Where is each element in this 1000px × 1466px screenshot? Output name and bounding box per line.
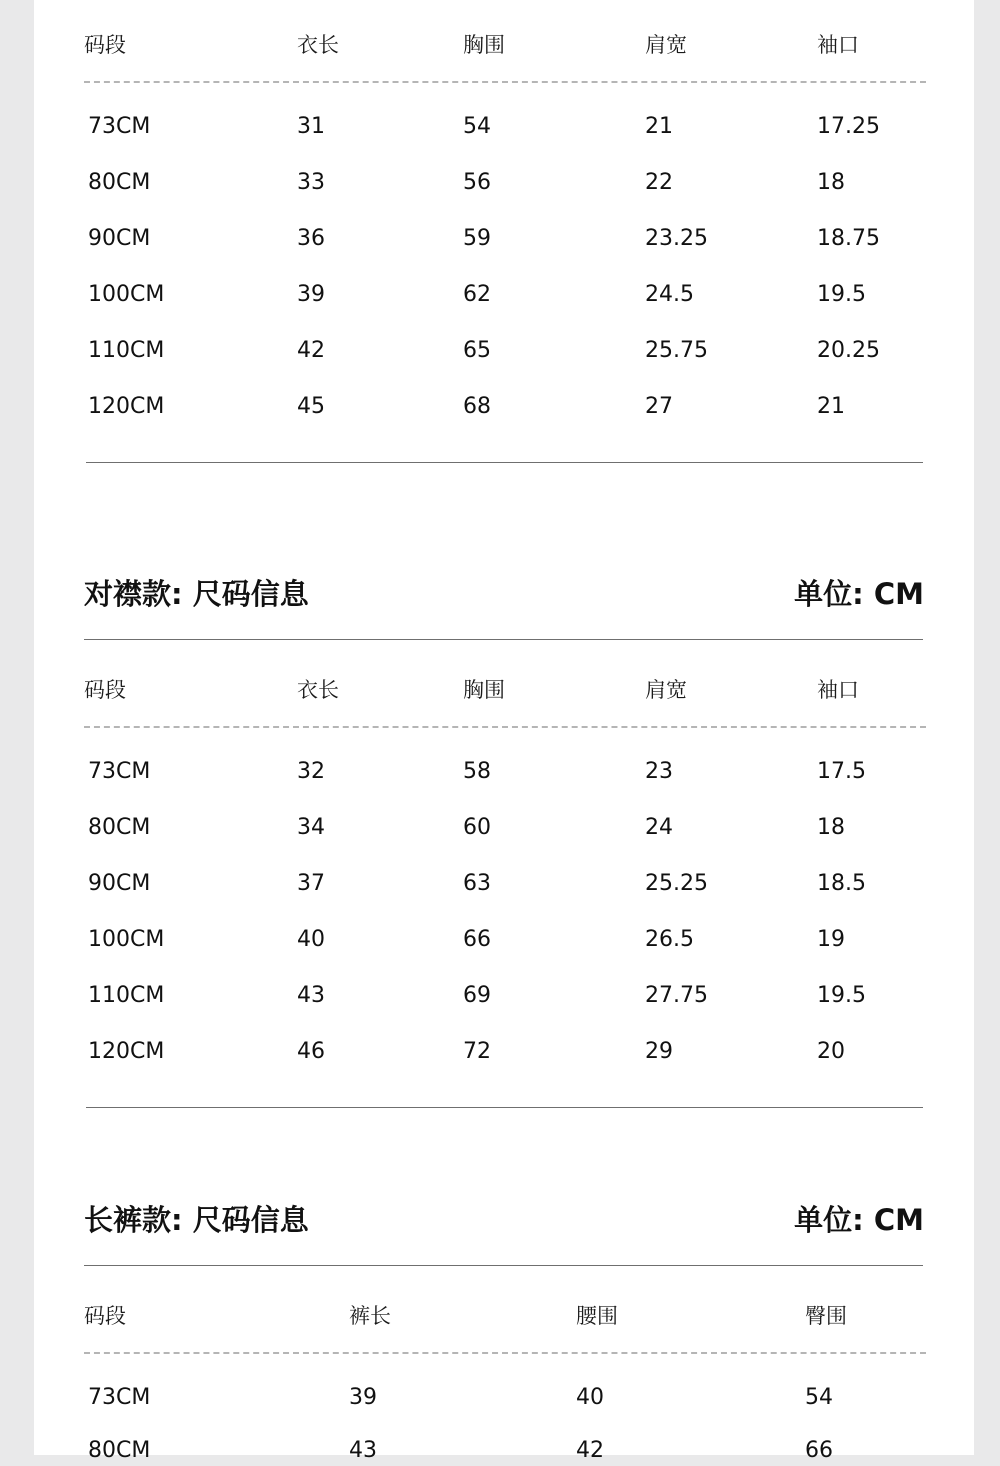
cell-length: 43 [297, 983, 325, 1008]
header-size: 码段 [84, 1304, 126, 1328]
table-bottom-rule [86, 462, 923, 463]
table-header-row [0, 1301, 1000, 1331]
table-row [0, 168, 1000, 198]
cell-shoulder: 27 [645, 394, 673, 419]
cell-waist: 42 [576, 1438, 604, 1463]
table-row [0, 869, 1000, 899]
dashed-divider [84, 726, 926, 728]
cell-shoulder: 24.5 [645, 282, 694, 307]
cell-cuff: 18 [817, 170, 845, 195]
cell-size: 110CM [88, 983, 165, 1008]
cell-hip: 54 [805, 1385, 833, 1410]
cell-size: 73CM [88, 1385, 151, 1410]
header-pant-length: 裤长 [349, 1304, 391, 1328]
table-row [0, 757, 1000, 787]
table-row [0, 224, 1000, 254]
cell-cuff: 19 [817, 927, 845, 952]
cell-chest: 56 [463, 170, 491, 195]
cell-chest: 65 [463, 338, 491, 363]
title-rule [84, 1265, 923, 1266]
header-length: 衣长 [297, 33, 339, 57]
cell-length: 46 [297, 1039, 325, 1064]
header-cuff: 袖口 [817, 678, 859, 702]
cell-cuff: 17.25 [817, 114, 880, 139]
table-row [0, 280, 1000, 310]
cell-shoulder: 23.25 [645, 226, 708, 251]
table-row [0, 1037, 1000, 1067]
cell-cuff: 18.75 [817, 226, 880, 251]
header-chest: 胸围 [463, 678, 505, 702]
cell-length: 45 [297, 394, 325, 419]
cell-chest: 62 [463, 282, 491, 307]
cell-size: 120CM [88, 394, 165, 419]
cell-size: 100CM [88, 927, 165, 952]
cell-size: 73CM [88, 114, 151, 139]
cell-waist: 40 [576, 1385, 604, 1410]
cell-chest: 72 [463, 1039, 491, 1064]
header-chest: 胸围 [463, 33, 505, 57]
cell-size: 100CM [88, 282, 165, 307]
table-header-row [0, 30, 1000, 60]
cell-cuff: 19.5 [817, 983, 866, 1008]
cell-length: 40 [297, 927, 325, 952]
header-shoulder: 肩宽 [645, 33, 687, 57]
cell-pant-length: 43 [349, 1438, 377, 1463]
cell-length: 32 [297, 759, 325, 784]
cell-shoulder: 25.75 [645, 338, 708, 363]
cell-size: 73CM [88, 759, 151, 784]
cell-size: 120CM [88, 1039, 165, 1064]
table-row [0, 813, 1000, 843]
unit-label: 单位: CM [794, 577, 924, 611]
table-row [0, 925, 1000, 955]
table-header-row [0, 675, 1000, 705]
cell-shoulder: 24 [645, 815, 673, 840]
cell-size: 90CM [88, 226, 151, 251]
cell-shoulder: 22 [645, 170, 673, 195]
table-row [0, 336, 1000, 366]
cell-size: 80CM [88, 815, 151, 840]
cell-cuff: 18 [817, 815, 845, 840]
cell-pant-length: 39 [349, 1385, 377, 1410]
cell-size: 110CM [88, 338, 165, 363]
header-size: 码段 [84, 678, 126, 702]
cell-cuff: 21 [817, 394, 845, 419]
cell-cuff: 19.5 [817, 282, 866, 307]
table-row [0, 112, 1000, 142]
cell-chest: 69 [463, 983, 491, 1008]
cell-length: 42 [297, 338, 325, 363]
cell-chest: 68 [463, 394, 491, 419]
cell-length: 39 [297, 282, 325, 307]
header-cuff: 袖口 [817, 33, 859, 57]
cell-chest: 63 [463, 871, 491, 896]
cell-size: 80CM [88, 1438, 151, 1463]
header-waist: 腰围 [576, 1304, 618, 1328]
table-bottom-rule [86, 1107, 923, 1108]
table-row [0, 981, 1000, 1011]
cell-size: 80CM [88, 170, 151, 195]
cell-cuff: 20 [817, 1039, 845, 1064]
cell-length: 37 [297, 871, 325, 896]
cell-shoulder: 27.75 [645, 983, 708, 1008]
cell-chest: 60 [463, 815, 491, 840]
cell-cuff: 20.25 [817, 338, 880, 363]
table-row [0, 392, 1000, 422]
section-title: 长裤款: 尺码信息 [84, 1203, 309, 1237]
table-row [0, 1383, 1000, 1413]
cell-cuff: 18.5 [817, 871, 866, 896]
header-size: 码段 [84, 33, 126, 57]
cell-length: 31 [297, 114, 325, 139]
unit-label: 单位: CM [794, 1203, 924, 1237]
cell-shoulder: 21 [645, 114, 673, 139]
cell-shoulder: 23 [645, 759, 673, 784]
cell-size: 90CM [88, 871, 151, 896]
header-shoulder: 肩宽 [645, 678, 687, 702]
cell-chest: 66 [463, 927, 491, 952]
cell-chest: 54 [463, 114, 491, 139]
table-row [0, 1436, 1000, 1466]
title-rule [84, 639, 923, 640]
header-length: 衣长 [297, 678, 339, 702]
header-hip: 臀围 [805, 1304, 847, 1328]
cell-chest: 58 [463, 759, 491, 784]
cell-length: 34 [297, 815, 325, 840]
dashed-divider [84, 1352, 926, 1354]
cell-shoulder: 26.5 [645, 927, 694, 952]
dashed-divider [84, 81, 926, 83]
cell-hip: 66 [805, 1438, 833, 1463]
cell-length: 33 [297, 170, 325, 195]
cell-shoulder: 29 [645, 1039, 673, 1064]
cell-shoulder: 25.25 [645, 871, 708, 896]
section-title: 对襟款: 尺码信息 [84, 577, 309, 611]
cell-cuff: 17.5 [817, 759, 866, 784]
cell-chest: 59 [463, 226, 491, 251]
cell-length: 36 [297, 226, 325, 251]
